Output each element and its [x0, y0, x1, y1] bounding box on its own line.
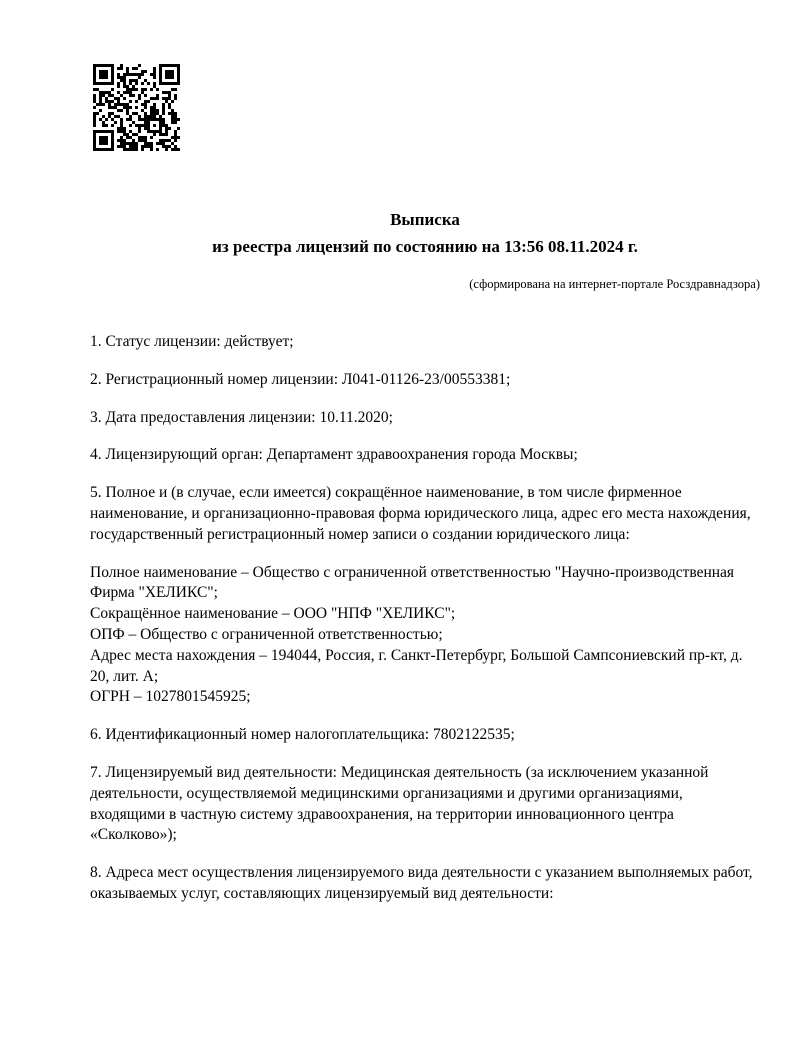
document-body	[90, 332, 760, 922]
title-line-1: Выписка	[390, 210, 460, 229]
title-line-2: из реестра лицензий по состоянию на 13:56 08.11.2024 г.	[212, 237, 638, 256]
ogrn-line: ОГРН – 1027801545925;	[90, 688, 251, 706]
qr-code-icon	[93, 64, 180, 151]
document-header	[90, 206, 760, 292]
item-6-taxpayer-number: 6. Идентификационный номер налогоплательщика: 7802122535;	[90, 726, 515, 744]
item-4-licensing-authority: 4. Лицензирующий орган: Департамент здравоохранения города Москвы;	[90, 446, 578, 464]
address-line: Адрес места нахождения – 194044, Россия, г. Санкт-Петербург, Большой Сампсониевский пр-кт, д. 20, лит. А;	[90, 646, 743, 685]
item-7-licensed-activity: 7. Лицензируемый вид деятельности: Медицинская деятельность (за исключением указанной деятельности, осуществляемой медицинскими организациями и другими организациями, входящими в частную систему здравоохранения, на территории инновационного центра «Сколково»);	[90, 763, 709, 844]
org-details	[90, 563, 760, 709]
item-8-activity-addresses: 8. Адреса мест осуществления лицензируемого вида деятельности с указанием выполняемых работ, оказываемых услуг, составляющих лицензируемый вид деятельности:	[90, 864, 753, 902]
item-1-license-status: 1. Статус лицензии: действует;	[90, 333, 294, 350]
item-2-registration-number: 2. Регистрационный номер лицензии: Л041-01126-23/00553381;	[90, 370, 511, 388]
generation-note: (сформирована на интернет-портале Росздравнадзора)	[469, 277, 760, 291]
item-5-org-name-heading: 5. Полное и (в случае, если имеется) сокращённое наименование, в том числе фирменное наименование, и организационно-правовая форма юридического лица, адрес его места нахождения, государственный регистрационный номер записи о создании юридического лица:	[90, 484, 751, 543]
item-3-grant-date: 3. Дата предоставления лицензии: 10.11.2020;	[90, 408, 393, 426]
short-name-line: Сокращённое наименование – ООО "НПФ "ХЕЛИКС";	[90, 605, 456, 623]
full-name-line: Полное наименование – Общество с ограниченной ответственностью "Научно-производственная Фирма "ХЕЛИКС";	[90, 563, 735, 602]
legal-form-line: ОПФ – Общество с ограниченной ответственностью;	[90, 625, 443, 643]
document-title	[90, 206, 760, 260]
